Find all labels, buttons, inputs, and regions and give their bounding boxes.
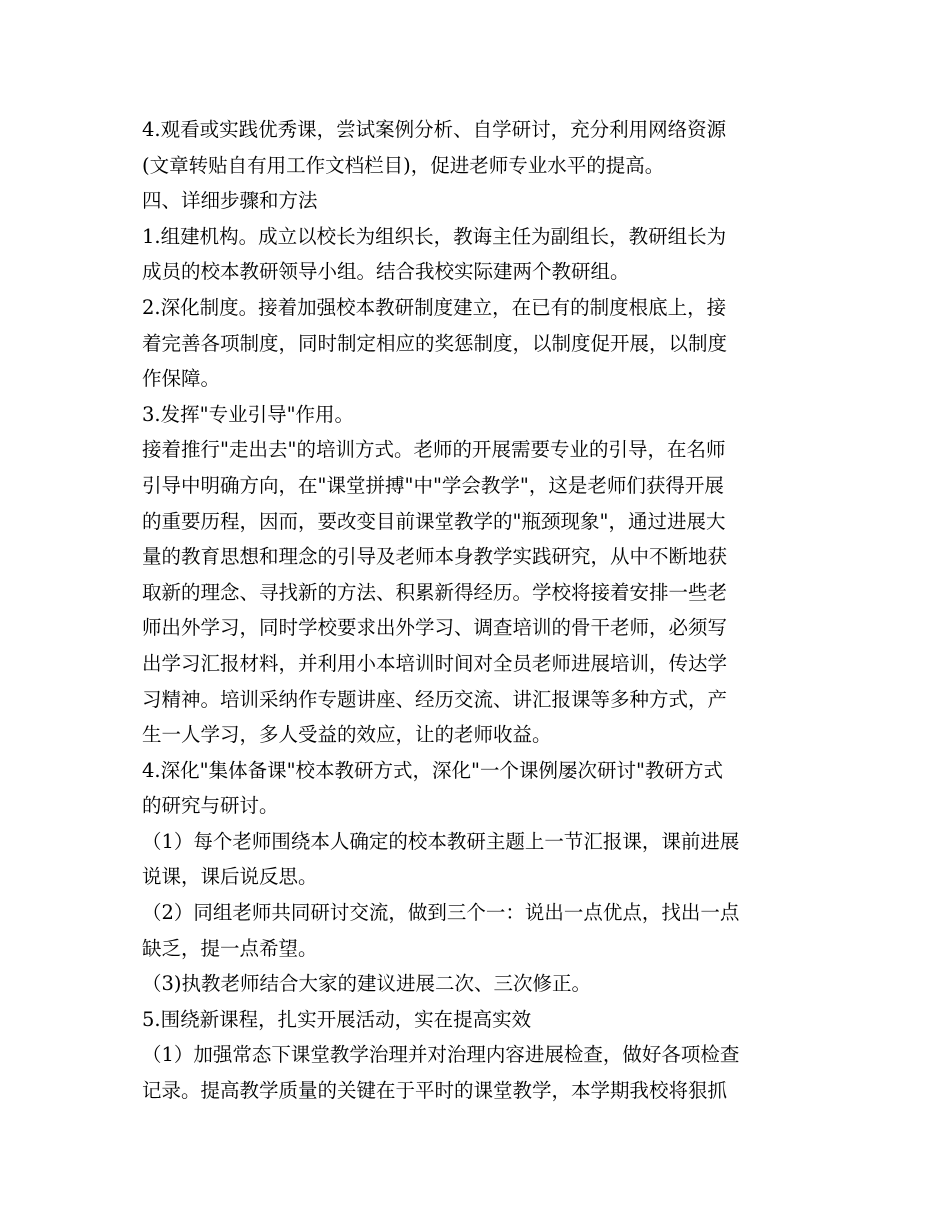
text-line: （1）每个老师围绕本人确定的校本教研主题上一节汇报课，课前进展 xyxy=(142,829,740,853)
text-line: （1）加强常态下课堂教学治理并对治理内容进展检查，做好各项检查 xyxy=(142,1043,740,1067)
text-line: 作保障。 xyxy=(142,367,221,391)
text-line: 的研究与研讨。 xyxy=(142,794,279,818)
text-line: 5.围绕新课程，扎实开展活动，实在提高实效 xyxy=(142,1007,532,1031)
text-line: 4.观看或实践优秀课，尝试案例分析、自学研讨，充分利用网络资源 xyxy=(142,118,727,141)
section-heading: 四、详细步骤和方法 xyxy=(142,189,318,213)
text-line: 引导中明确方向，在"课堂拼搏"中"学会教学"，这是老师们获得开展 xyxy=(142,473,724,497)
text-line: 2.深化制度。接着加强校本教研制度建立，在已有的制度根底上，接 xyxy=(142,295,727,319)
text-line: 记录。提高教学质量的关键在于平时的课堂教学，本学期我校将狠抓 xyxy=(142,1079,728,1103)
text-line: 成员的校本教研领导小组。结合我校实际建两个教研组。 xyxy=(142,260,630,284)
text-line: (文章转贴自有用工作文档栏目)，促进老师专业水平的提高。 xyxy=(142,153,665,177)
text-line: 3.发挥"专业引导"作用。 xyxy=(142,402,355,426)
text-line: （2）同组老师共同研讨交流，做到三个一：说出一点优点，找出一点 xyxy=(142,901,740,925)
text-line: 接着推行"走出去"的培训方式。老师的开展需要专业的引导，在名师 xyxy=(142,438,726,462)
text-line: 缺乏，提一点希望。 xyxy=(142,936,318,960)
text-line: 4.深化"集体备课"校本教研方式，深化"一个课例屡次研讨"教研方式 xyxy=(142,758,723,782)
text-line: 师出外学习，同时学校要求出外学习、调查培训的骨干老师，必须写 xyxy=(142,616,728,640)
text-line: 的重要历程，因而，要改变目前课堂教学的"瓶颈现象"，通过进展大 xyxy=(142,509,726,533)
document-page xyxy=(142,112,812,1109)
text-line: （3)执教老师结合大家的建议进展二次、三次修正。 xyxy=(142,972,592,996)
text-line: 1.组建机构。成立以校长为组织长，教诲主任为副组长，教研组长为 xyxy=(142,224,727,248)
text-line: 取新的理念、寻找新的方法、积累新得经历。学校将接着安排一些老 xyxy=(142,580,728,604)
text-line: 量的教育思想和理念的引导及老师本身教学实践研究，从中不断地获 xyxy=(142,545,728,569)
text-line: 说课，课后说反思。 xyxy=(142,865,318,889)
text-line: 着完善各项制度，同时制定相应的奖惩制度，以制度促开展，以制度 xyxy=(142,331,728,355)
text-line: 习精神。培训采纳作专题讲座、经历交流、讲汇报课等多种方式，产 xyxy=(142,687,728,711)
text-line: 出学习汇报材料，并利用小本培训时间对全员老师进展培训，传达学 xyxy=(142,651,728,675)
text-line: 生一人学习，多人受益的效应，让的老师收益。 xyxy=(142,723,552,747)
